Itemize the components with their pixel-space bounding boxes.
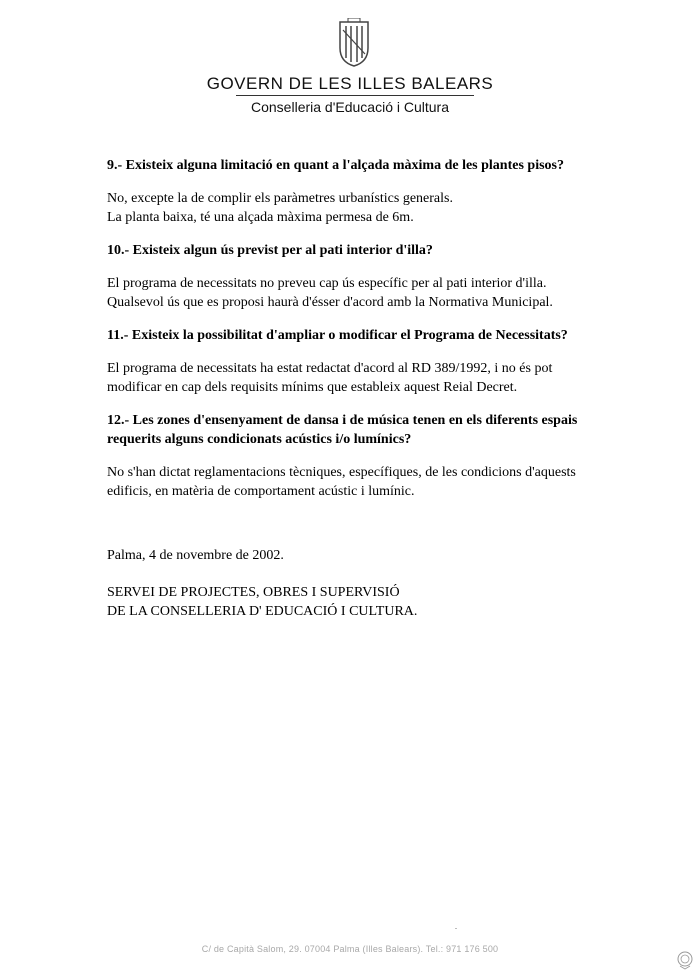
place-date: Palma, 4 de novembre de 2002. (107, 548, 284, 563)
signature-block (107, 583, 607, 621)
signature-line: SERVEI DE PROJECTES, OBRES I SUPERVISIÓ (107, 585, 400, 600)
question-line: 12.- Les zones d'ensenyament de dansa i de música tenen en els diferents espais (107, 413, 578, 428)
answer-line: El programa de necessitats no preveu cap ús específic per al pati interior d'illa. (107, 276, 547, 291)
header-divider (236, 95, 474, 96)
answer-line: modificar en cap dels requisits mínims que estableix aquest Reial Decret. (107, 380, 518, 395)
answer-9 (107, 189, 607, 227)
registry-stamp-icon (676, 950, 694, 970)
department-name: Conselleria d'Educació i Cultura (251, 99, 449, 115)
answer-line: El programa de necessitats ha estat redactat d'acord al RD 389/1992, i no és pot (107, 361, 553, 376)
answer-line: La planta baixa, té una alçada màxima permesa de 6m. (107, 210, 414, 225)
question-9: 9.- Existeix alguna limitació en quant a l'alçada màxima de les plantes pisos? (107, 158, 564, 173)
answer-11 (107, 359, 607, 397)
signature-line: DE LA CONSELLERIA D' EDUCACIÓ I CULTURA. (107, 604, 418, 619)
question-10: 10.- Existeix algun ús previst per al pati interior d'illa? (107, 243, 433, 258)
document-body (107, 156, 607, 515)
question-line: requerits alguns condicionats acústics i/o lumínics? (107, 432, 412, 447)
answer-line: No, excepte la de complir els paràmetres urbanístics generals. (107, 191, 453, 206)
answer-line: No s'han dictat reglamentacions tècniques, específiques, de les condicions d'aquests (107, 465, 576, 480)
question-12 (107, 411, 607, 449)
answer-line: edificis, en matèria de comportament acústic i lumínic. (107, 484, 415, 499)
speck (455, 928, 457, 929)
answer-line: Qualsevol ús que es proposi haurà d'ésser d'acord amb la Normativa Municipal. (107, 295, 553, 310)
answer-12 (107, 463, 607, 501)
organization-name: GOVERN DE LES ILLES BALEARS (206, 74, 494, 93)
closing-block (107, 546, 607, 621)
answer-10 (107, 274, 607, 312)
footer-address: C/ de Capità Salom, 29. 07004 Palma (Illes Balears). Tel.: 971 176 500 (201, 944, 499, 954)
question-11: 11.- Existeix la possibilitat d'ampliar o modificar el Programa de Necessitats? (107, 328, 568, 343)
coat-of-arms-icon (334, 18, 374, 68)
